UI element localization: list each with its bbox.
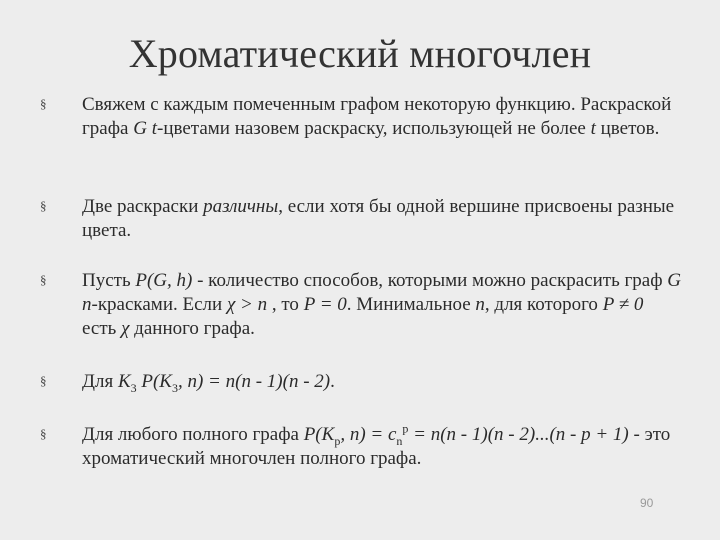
slide-title: Хроматический многочлен [128,31,592,76]
bullet-text: Для $K_3$ $P(K_3$, n) = n(n - 1)(n - 2). [82,371,335,395]
bullet-marker-icon: § [40,426,47,441]
bullet-marker-icon: § [40,96,47,111]
bullet-text: Свяжем с каждым помеченным графом некоторую функцию. Раскраской графа G t-цветами назовем раскраску, использующей не более t цветов. [82,94,672,139]
page-number: 90 [640,496,654,510]
bullet-text: Две раскраски различны, если хотя бы одной вершине присвоены разные цвета. [82,196,675,241]
bullet-marker-icon: § [40,373,47,388]
bullet-text: Пусть P(G, h) - количество способов, которыми можно раскрасить граф G n-красками. Если χ > n , то P = 0. Минимальное n, для которого P ≠ 0 есть χ данного графа. [82,270,682,339]
bullet-marker-icon: § [40,198,47,213]
bullet-text: Для любого полного графа $P(K_p$, $n) = c_n^p = n(n - 1)(n - 2)...(n - p + 1)$ - это хроматический многочлен полного графа. [82,421,671,469]
bullet-marker-icon: § [40,272,47,287]
